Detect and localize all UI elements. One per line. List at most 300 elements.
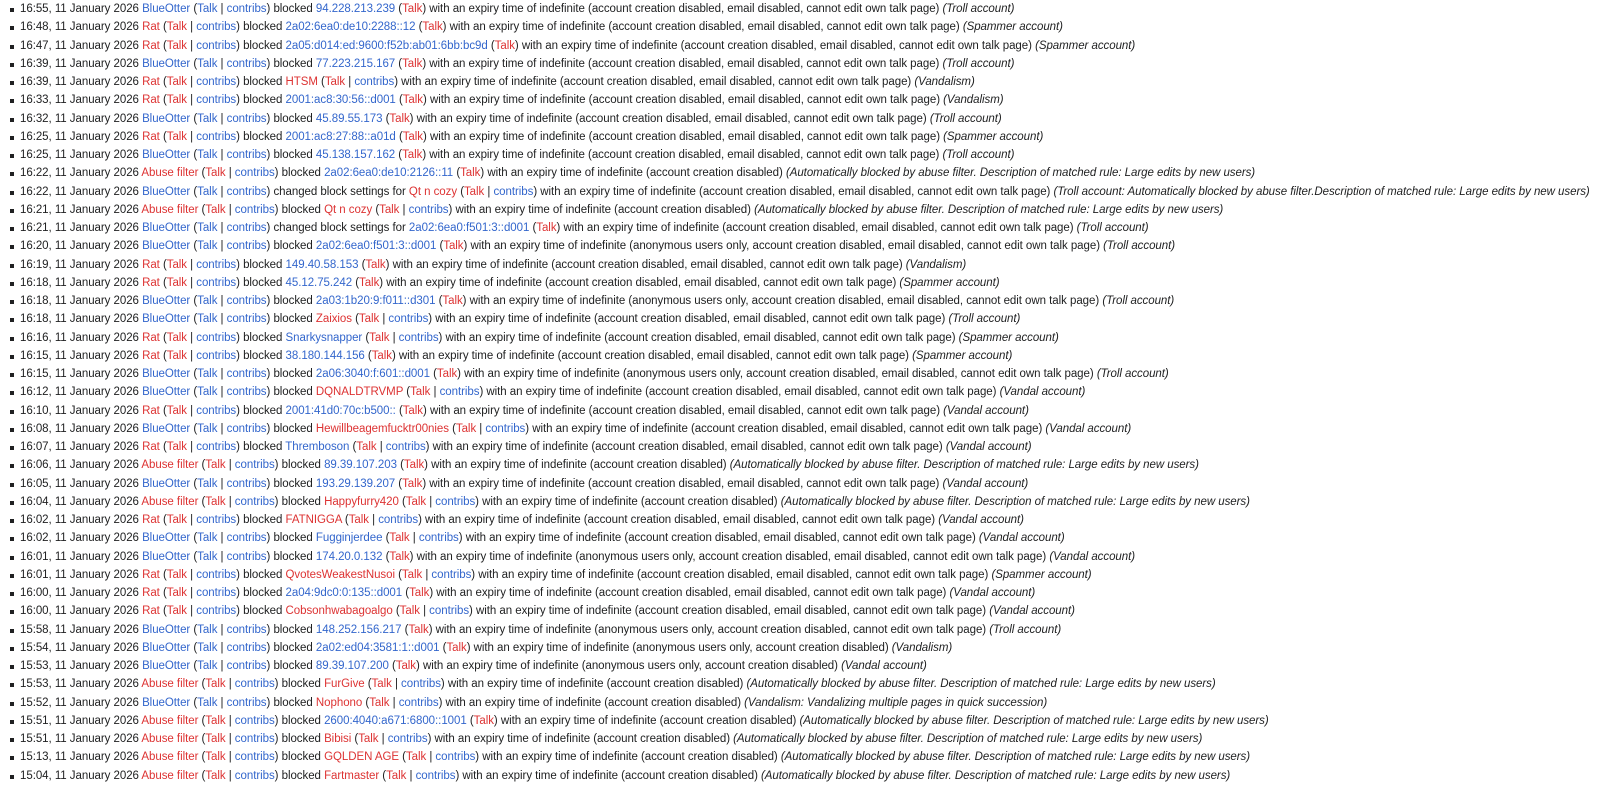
performer-link[interactable]: BlueOtter	[142, 222, 191, 234]
performer-link[interactable]: Rat	[142, 441, 160, 453]
performer-contribs-link[interactable]: contribs	[196, 605, 237, 618]
target-talk-link[interactable]: Talk	[395, 660, 417, 672]
block-reason: (Spammer account)	[943, 130, 1044, 143]
performer-contribs-link[interactable]: contribs	[196, 514, 237, 526]
entry-timestamp: 15:04, 11 January 2026	[20, 769, 139, 782]
performer-link[interactable]: Rat	[142, 21, 160, 34]
target-talk-link[interactable]: Talk	[371, 349, 392, 362]
performer-contribs-link[interactable]: contribs	[234, 751, 275, 764]
log-entry: 16:21, 11 January 2026 Abuse filter (Talk | contribs) blocked Qt n cozy (Talk | contribs) with an expiry time of indefinite (account creation disabled) (Automatically blocked by abuse filter. Description of matched rule: Large edits by new users)	[9, 201, 1607, 219]
target-talk-link[interactable]: Talk	[402, 477, 423, 490]
target-talk-link[interactable]: Talk	[410, 386, 431, 399]
performer-talk-link[interactable]: Talk	[166, 404, 188, 417]
performer-contribs-link[interactable]: contribs	[226, 660, 267, 672]
target-contribs-link[interactable]: contribs	[415, 769, 456, 782]
target-contribs-link[interactable]: contribs	[429, 605, 470, 618]
performer-contribs-link[interactable]: contribs	[196, 404, 237, 417]
performer-link[interactable]: Abuse filter	[141, 678, 199, 691]
bullet-icon	[10, 373, 14, 377]
performer-link[interactable]: Abuse filter	[141, 495, 199, 508]
performer-talk-link[interactable]: Talk	[197, 295, 218, 307]
performer-link[interactable]: Rat	[142, 568, 160, 581]
action-text: blocked	[243, 94, 283, 107]
action-text: blocked	[281, 203, 321, 216]
performer-contribs-link[interactable]: contribs	[226, 313, 267, 326]
target-link[interactable]: Snarkysnapper	[285, 331, 363, 344]
performer-talk-link[interactable]: Talk	[166, 276, 188, 289]
performer-link[interactable]: BlueOtter	[142, 660, 191, 672]
target-talk-link[interactable]: Talk	[405, 495, 427, 508]
target-link[interactable]: FurGive	[324, 678, 365, 691]
target-contribs-link[interactable]: contribs	[493, 185, 534, 198]
performer-contribs-link[interactable]: contribs	[226, 550, 267, 563]
performer-talk-link[interactable]: Talk	[197, 477, 218, 490]
performer-talk-link[interactable]: Talk	[166, 568, 188, 581]
performer-link[interactable]: BlueOtter	[142, 550, 191, 563]
entry-timestamp: 15:53, 11 January 2026	[20, 678, 139, 691]
performer-contribs-link[interactable]: contribs	[234, 678, 275, 691]
performer-talk-link[interactable]: Talk	[197, 641, 218, 654]
target-talk-link[interactable]: Talk	[356, 441, 377, 453]
performer-contribs-link[interactable]: contribs	[196, 76, 237, 88]
performer-talk-link[interactable]: Talk	[166, 94, 188, 107]
target-link[interactable]: 94.228.213.239	[315, 3, 396, 15]
target-link[interactable]: Thremboson	[285, 441, 350, 453]
target-talk-link[interactable]: Talk	[365, 258, 386, 271]
block-details: with an expiry time of indefinite (account creation disabled, email disabled, cannot edit own talk page)	[436, 587, 947, 599]
target-talk-link[interactable]: Talk	[348, 514, 369, 526]
performer-talk-link[interactable]: Talk	[197, 57, 218, 70]
separator: |	[187, 587, 197, 599]
target-link[interactable]: 2001:41d0:70c:b500::	[285, 404, 396, 417]
target-contribs-link[interactable]: contribs	[387, 733, 428, 745]
performer-contribs-link[interactable]: contribs	[234, 459, 275, 472]
performer-talk-link[interactable]: Talk	[197, 696, 218, 709]
performer-link[interactable]: BlueOtter	[142, 185, 191, 198]
bullet-icon	[10, 300, 14, 304]
bullet-icon	[10, 245, 14, 249]
target-link[interactable]: HTSM	[285, 76, 318, 88]
separator: |	[225, 769, 235, 782]
target-talk-link[interactable]: Talk	[460, 167, 481, 180]
target-link[interactable]: Qt n cozy	[408, 185, 458, 198]
entry-timestamp: 16:00, 11 January 2026	[20, 605, 139, 618]
target-link[interactable]: Fugginjerdee	[315, 532, 383, 545]
block-details: with an expiry time of indefinite (anonymous users only, account creation disabled, cannot edit own talk page)	[435, 623, 987, 636]
target-contribs-link[interactable]: contribs	[408, 203, 449, 216]
block-details: with an expiry time of indefinite (account creation disabled, email disabled, cannot edit own talk page)	[429, 57, 940, 70]
performer-talk-link[interactable]: Talk	[166, 76, 188, 88]
target-talk-link[interactable]: Talk	[463, 185, 485, 198]
separator: |	[225, 203, 235, 216]
target-link[interactable]: 193.29.139.207	[315, 477, 396, 490]
performer-contribs-link[interactable]: contribs	[196, 130, 237, 143]
performer-contribs-link[interactable]: contribs	[234, 733, 275, 745]
separator: |	[217, 386, 227, 399]
target-contribs-link[interactable]: contribs	[398, 696, 439, 709]
separator: |	[217, 112, 227, 125]
target-link[interactable]: DQNALDTRVMP	[315, 386, 404, 399]
target-link[interactable]: Happyfurry420	[324, 495, 399, 508]
performer-link[interactable]: BlueOtter	[142, 532, 191, 545]
block-reason: (Automatically blocked by abuse filter. Description of matched rule: Large edits by new users)	[729, 459, 1199, 472]
performer-contribs-link[interactable]: contribs	[196, 276, 237, 289]
performer-talk-link[interactable]: Talk	[197, 550, 218, 563]
target-link[interactable]: Hewillbeagemfucktr00nies	[315, 422, 449, 435]
performer-link[interactable]: BlueOtter	[142, 386, 191, 399]
performer-contribs-link[interactable]: contribs	[226, 295, 267, 307]
target-talk-link[interactable]: Talk	[402, 130, 423, 143]
target-link[interactable]: GQLDEN AGE	[324, 751, 399, 764]
performer-talk-link[interactable]: Talk	[197, 422, 218, 435]
target-talk-link[interactable]: Talk	[386, 769, 407, 782]
performer-talk-link[interactable]: Talk	[205, 495, 226, 508]
entry-timestamp: 16:15, 11 January 2026	[20, 368, 139, 380]
log-entry: 16:33, 11 January 2026 Rat (Talk | contribs) blocked 2001:ac8:30:56::d001 (Talk) with an expiry time of indefinite (account creation disabled, email disabled, cannot edit own talk page) (Vandalism)	[9, 91, 1607, 109]
target-contribs-link[interactable]: contribs	[431, 568, 472, 581]
target-contribs-link[interactable]: contribs	[398, 331, 439, 344]
performer-talk-link[interactable]: Talk	[197, 623, 218, 636]
performer-talk-link[interactable]: Talk	[197, 660, 218, 672]
performer-link[interactable]: Rat	[142, 258, 160, 271]
target-contribs-link[interactable]: contribs	[435, 751, 476, 764]
target-link[interactable]: Qt n cozy	[324, 203, 373, 216]
performer-talk-link[interactable]: Talk	[205, 203, 226, 216]
separator: |	[217, 532, 227, 545]
bullet-icon	[10, 154, 14, 158]
separator: |	[422, 568, 432, 581]
performer-link[interactable]: Rat	[142, 76, 160, 88]
performer-contribs-link[interactable]: contribs	[234, 714, 275, 727]
performer-talk-link[interactable]: Talk	[166, 39, 188, 52]
performer-contribs-link[interactable]: contribs	[196, 94, 237, 107]
target-link[interactable]: Nophono	[315, 696, 363, 709]
performer-contribs-link[interactable]: contribs	[226, 641, 267, 654]
entry-timestamp: 15:52, 11 January 2026	[20, 696, 139, 709]
performer-contribs-link[interactable]: contribs	[234, 769, 275, 782]
performer-contribs-link[interactable]: contribs	[226, 386, 267, 399]
log-entry: 16:22, 11 January 2026 Abuse filter (Talk | contribs) blocked 2a02:6ea0:de10:2126::11 (Talk) with an expiry time of indefinite (account creation disabled) (Automatically blocked by abuse filter. Description of matched rule: Large edits by new users)	[9, 164, 1607, 182]
target-link[interactable]: 38.180.144.156	[285, 349, 365, 362]
performer-link[interactable]: BlueOtter	[142, 696, 191, 709]
performer-talk-link[interactable]: Talk	[205, 733, 226, 745]
performer-contribs-link[interactable]: contribs	[226, 57, 267, 70]
target-contribs-link[interactable]: contribs	[401, 678, 441, 691]
target-link[interactable]: FATNIGGA	[285, 514, 342, 526]
block-reason: (Vandal account)	[943, 404, 1029, 417]
performer-link[interactable]: Abuse filter	[141, 167, 199, 180]
target-link[interactable]: Cobsonhwabagoalgo	[285, 605, 393, 618]
performer-talk-link[interactable]: Talk	[197, 149, 218, 161]
target-link[interactable]: 2600:4040:a671:6800::1001	[324, 714, 467, 727]
performer-link[interactable]: Rat	[142, 587, 160, 599]
log-entry: 16:19, 11 January 2026 Rat (Talk | contribs) blocked 149.40.58.153 (Talk) with an expiry time of indefinite (account creation disabled, email disabled, cannot edit own talk page) (Vandalism)	[9, 256, 1607, 274]
target-talk-link[interactable]: Talk	[399, 605, 420, 618]
performer-link[interactable]: BlueOtter	[142, 3, 191, 15]
performer-contribs-link[interactable]: contribs	[226, 112, 267, 125]
bullet-icon	[10, 446, 14, 450]
target-talk-link[interactable]: Talk	[402, 94, 423, 107]
performer-contribs-link[interactable]: contribs	[226, 149, 267, 161]
target-talk-link[interactable]: Talk	[402, 404, 423, 417]
target-link[interactable]: 2a05:d014:ed:9600:f52b:ab01:6bb:bc9d	[285, 39, 488, 52]
performer-talk-link[interactable]: Talk	[197, 222, 218, 234]
target-link[interactable]: 2a06:3040:f:601::d001	[315, 368, 430, 380]
performer-link[interactable]: Rat	[142, 39, 160, 52]
performer-talk-link[interactable]: Talk	[166, 130, 188, 143]
target-talk-link[interactable]: Talk	[436, 368, 458, 380]
block-details: with an expiry time of indefinite (account creation disabled)	[455, 203, 751, 216]
block-reason: (Troll account)	[948, 313, 1021, 326]
performer-contribs-link[interactable]: contribs	[196, 587, 237, 599]
bullet-icon	[10, 592, 14, 596]
entry-timestamp: 16:39, 11 January 2026	[20, 76, 139, 88]
performer-talk-link[interactable]: Talk	[166, 587, 188, 599]
block-reason: (Vandalism)	[905, 258, 967, 271]
performer-talk-link[interactable]: Talk	[205, 678, 226, 691]
target-talk-link[interactable]: Talk	[389, 532, 410, 545]
performer-talk-link[interactable]: Talk	[166, 258, 188, 271]
target-link[interactable]: 45.12.75.242	[285, 276, 353, 289]
target-link[interactable]: 2a02:6ea0:f501:3::d001	[315, 240, 437, 253]
separator: |	[484, 185, 494, 198]
performer-talk-link[interactable]: Talk	[197, 313, 218, 326]
performer-contribs-link[interactable]: contribs	[234, 203, 275, 216]
performer-link[interactable]: Abuse filter	[141, 769, 199, 782]
bullet-icon	[10, 464, 14, 468]
target-link[interactable]: Zaixios	[315, 313, 352, 326]
target-contribs-link[interactable]: contribs	[435, 495, 476, 508]
target-link[interactable]: 2a03:1b20:9:f011::d301	[315, 295, 436, 307]
separator: |	[379, 313, 389, 326]
performer-contribs-link[interactable]: contribs	[226, 240, 267, 253]
block-reason: (Vandalism)	[891, 641, 953, 654]
performer-talk-link[interactable]: Talk	[166, 21, 188, 34]
separator: |	[187, 276, 197, 289]
separator: |	[217, 641, 227, 654]
target-talk-link[interactable]: Talk	[401, 568, 423, 581]
target-talk-link[interactable]: Talk	[369, 331, 390, 344]
target-link[interactable]: 2a02:6ea0:de10:2288::12	[285, 21, 416, 34]
performer-link[interactable]: Rat	[142, 130, 160, 143]
target-link[interactable]: 174.20.0.132	[315, 550, 383, 563]
target-link[interactable]: 2a04:9dc0:0:135::d001	[285, 587, 403, 599]
target-link[interactable]: 2a02:ed04:3581:1::d001	[315, 641, 440, 654]
performer-link[interactable]: Rat	[142, 349, 160, 362]
performer-contribs-link[interactable]: contribs	[196, 21, 237, 34]
block-details: with an expiry time of indefinite (account creation disabled, email disabled, cannot edit own talk page)	[435, 313, 946, 326]
target-link[interactable]: 2a02:6ea0:f501:3::d001	[408, 222, 530, 234]
target-talk-link[interactable]: Talk	[473, 714, 494, 727]
block-reason: (Spammer account)	[912, 349, 1013, 362]
separator: |	[225, 678, 235, 691]
performer-talk-link[interactable]: Talk	[205, 167, 226, 180]
entry-timestamp: 16:22, 11 January 2026	[20, 185, 139, 198]
performer-contribs-link[interactable]: contribs	[226, 696, 267, 709]
performer-link[interactable]: Abuse filter	[141, 203, 199, 216]
target-contribs-link[interactable]: contribs	[378, 514, 419, 526]
target-talk-link[interactable]: Talk	[389, 550, 410, 563]
performer-talk-link[interactable]: Talk	[197, 3, 218, 15]
performer-contribs-link[interactable]: contribs	[196, 39, 237, 52]
target-talk-link[interactable]: Talk	[379, 203, 400, 216]
target-contribs-link[interactable]: contribs	[439, 386, 480, 399]
performer-talk-link[interactable]: Talk	[166, 514, 188, 526]
target-talk-link[interactable]: Talk	[402, 149, 423, 161]
action-text: blocked	[243, 605, 283, 618]
performer-link[interactable]: BlueOtter	[142, 641, 191, 654]
performer-contribs-link[interactable]: contribs	[196, 568, 237, 581]
performer-talk-link[interactable]: Talk	[205, 769, 226, 782]
performer-link[interactable]: BlueOtter	[142, 295, 191, 307]
block-reason: (Vandal account)	[942, 477, 1029, 490]
entry-timestamp: 16:08, 11 January 2026	[20, 422, 139, 435]
target-link[interactable]: 89.39.107.203	[324, 459, 397, 472]
log-entry: 15:51, 11 January 2026 Abuse filter (Talk | contribs) blocked 2600:4040:a671:6800::1001 (Talk) with an expiry time of indefinite (account creation disabled) (Automatically blocked by abuse filter. Description of matched rule: Large edits by new users)	[9, 712, 1607, 730]
target-talk-link[interactable]: Talk	[358, 733, 379, 745]
entry-timestamp: 16:25, 11 January 2026	[20, 130, 139, 143]
entry-timestamp: 16:18, 11 January 2026	[20, 276, 139, 289]
target-talk-link[interactable]: Talk	[359, 276, 380, 289]
performer-contribs-link[interactable]: contribs	[226, 368, 267, 380]
target-talk-link[interactable]: Talk	[408, 623, 429, 636]
entry-timestamp: 16:25, 11 January 2026	[20, 149, 139, 161]
performer-contribs-link[interactable]: contribs	[226, 185, 267, 198]
target-link[interactable]: QvotesWeakestNusoi	[285, 568, 395, 581]
performer-talk-link[interactable]: Talk	[197, 532, 218, 545]
block-details: with an expiry time of indefinite (account creation disabled, email disabled, cannot edit own talk page)	[521, 39, 1032, 52]
bullet-icon	[10, 318, 14, 322]
target-talk-link[interactable]: Talk	[358, 313, 380, 326]
target-talk-link[interactable]: Talk	[405, 751, 427, 764]
target-link[interactable]: 77.223.215.167	[315, 57, 396, 70]
target-talk-link[interactable]: Talk	[389, 112, 410, 125]
separator: |	[187, 331, 197, 344]
performer-link[interactable]: Abuse filter	[141, 733, 199, 745]
performer-contribs-link[interactable]: contribs	[226, 3, 267, 15]
separator: |	[409, 532, 419, 545]
target-talk-link[interactable]: Talk	[446, 641, 467, 654]
block-details: with an expiry time of indefinite (account creation disabled, email disabled, cannot edit own talk page)	[432, 441, 943, 453]
action-text: blocked	[281, 714, 321, 727]
performer-link[interactable]: Rat	[142, 94, 160, 107]
target-talk-link[interactable]: Talk	[422, 21, 443, 34]
bullet-icon	[10, 191, 14, 195]
performer-contribs-link[interactable]: contribs	[226, 532, 267, 545]
separator: |	[187, 258, 197, 271]
block-details: with an expiry time of indefinite (account creation disabled)	[487, 167, 783, 180]
performer-link[interactable]: Rat	[142, 404, 160, 417]
target-talk-link[interactable]: Talk	[369, 696, 390, 709]
performer-link[interactable]: BlueOtter	[142, 313, 191, 326]
performer-contribs-link[interactable]: contribs	[196, 441, 237, 453]
separator: |	[217, 313, 227, 326]
performer-link[interactable]: Rat	[142, 276, 160, 289]
performer-contribs-link[interactable]: contribs	[196, 349, 237, 362]
performer-talk-link[interactable]: Talk	[205, 459, 226, 472]
performer-contribs-link[interactable]: contribs	[226, 222, 267, 234]
performer-link[interactable]: BlueOtter	[142, 149, 191, 161]
target-talk-link[interactable]: Talk	[536, 222, 557, 234]
target-link[interactable]: 2001:ac8:30:56::d001	[285, 94, 396, 107]
performer-link[interactable]: BlueOtter	[142, 422, 191, 435]
target-link[interactable]: 89.39.107.200	[315, 660, 389, 672]
target-contribs-link[interactable]: contribs	[418, 532, 459, 545]
performer-talk-link[interactable]: Talk	[197, 386, 218, 399]
target-link[interactable]: 45.138.157.162	[315, 149, 396, 161]
log-entry: 16:12, 11 January 2026 BlueOtter (Talk | contribs) blocked DQNALDTRVMP (Talk | contribs) with an expiry time of indefinite (account creation disabled, email disabled, cannot edit own talk page) (Vandal account)	[9, 383, 1607, 401]
performer-link[interactable]: BlueOtter	[142, 240, 191, 253]
target-link[interactable]: 149.40.58.153	[285, 258, 359, 271]
performer-link[interactable]: BlueOtter	[142, 112, 191, 125]
performer-talk-link[interactable]: Talk	[197, 185, 218, 198]
bullet-icon	[10, 665, 14, 669]
target-talk-link[interactable]: Talk	[402, 3, 423, 15]
target-link[interactable]: 45.89.55.173	[315, 112, 383, 125]
performer-talk-link[interactable]: Talk	[205, 751, 226, 764]
performer-talk-link[interactable]: Talk	[197, 240, 218, 253]
target-link[interactable]: Bibisi	[324, 733, 352, 745]
action-text: blocked	[273, 696, 313, 709]
target-talk-link[interactable]: Talk	[409, 587, 430, 599]
action-text: blocked	[243, 21, 283, 34]
target-talk-link[interactable]: Talk	[494, 39, 515, 52]
log-entry: 16:55, 11 January 2026 BlueOtter (Talk | contribs) blocked 94.228.213.239 (Talk) with an expiry time of indefinite (account creation disabled, email disabled, cannot edit own talk page) (Troll account)	[9, 0, 1607, 18]
performer-contribs-link[interactable]: contribs	[234, 167, 275, 180]
target-talk-link[interactable]: Talk	[371, 678, 392, 691]
performer-link[interactable]: Abuse filter	[141, 714, 199, 727]
performer-contribs-link[interactable]: contribs	[226, 623, 267, 636]
performer-talk-link[interactable]: Talk	[166, 331, 188, 344]
target-talk-link[interactable]: Talk	[403, 459, 425, 472]
performer-link[interactable]: BlueOtter	[142, 623, 191, 636]
performer-contribs-link[interactable]: contribs	[196, 331, 237, 344]
target-link[interactable]: 148.252.156.217	[315, 623, 402, 636]
performer-link[interactable]: Rat	[142, 514, 160, 526]
performer-link[interactable]: Rat	[142, 605, 160, 618]
target-talk-link[interactable]: Talk	[443, 240, 464, 253]
target-contribs-link[interactable]: contribs	[388, 313, 429, 326]
target-talk-link[interactable]: Talk	[324, 76, 346, 88]
target-link[interactable]: Fartmaster	[324, 769, 380, 782]
performer-link[interactable]: Abuse filter	[141, 751, 199, 764]
target-contribs-link[interactable]: contribs	[354, 76, 395, 88]
target-talk-link[interactable]: Talk	[455, 422, 477, 435]
performer-talk-link[interactable]: Talk	[205, 714, 226, 727]
performer-link[interactable]: BlueOtter	[142, 477, 191, 490]
performer-talk-link[interactable]: Talk	[166, 349, 188, 362]
performer-talk-link[interactable]: Talk	[197, 368, 218, 380]
performer-contribs-link[interactable]: contribs	[196, 258, 237, 271]
target-contribs-link[interactable]: contribs	[485, 422, 526, 435]
performer-contribs-link[interactable]: contribs	[234, 495, 275, 508]
target-contribs-link[interactable]: contribs	[385, 441, 426, 453]
target-talk-link[interactable]: Talk	[442, 295, 463, 307]
performer-talk-link[interactable]: Talk	[166, 605, 188, 618]
performer-link[interactable]: BlueOtter	[142, 57, 191, 70]
performer-talk-link[interactable]: Talk	[197, 112, 218, 125]
performer-link[interactable]: Abuse filter	[141, 459, 199, 472]
target-link[interactable]: 2a02:6ea0:de10:2126::11	[324, 167, 454, 180]
log-entry: 16:47, 11 January 2026 Rat (Talk | contribs) blocked 2a05:d014:ed:9600:f52b:ab01:6bb:bc9d (Talk) with an expiry time of indefinite (account creation disabled, email disabled, cannot edit own talk page) (Spammer account)	[9, 37, 1607, 55]
target-link[interactable]: 2001:ac8:27:88::a01d	[285, 130, 396, 143]
performer-contribs-link[interactable]: contribs	[226, 422, 267, 435]
performer-link[interactable]: Rat	[142, 331, 160, 344]
performer-link[interactable]: BlueOtter	[142, 368, 191, 380]
performer-contribs-link[interactable]: contribs	[226, 477, 267, 490]
performer-talk-link[interactable]: Talk	[166, 441, 188, 453]
target-talk-link[interactable]: Talk	[402, 57, 423, 70]
